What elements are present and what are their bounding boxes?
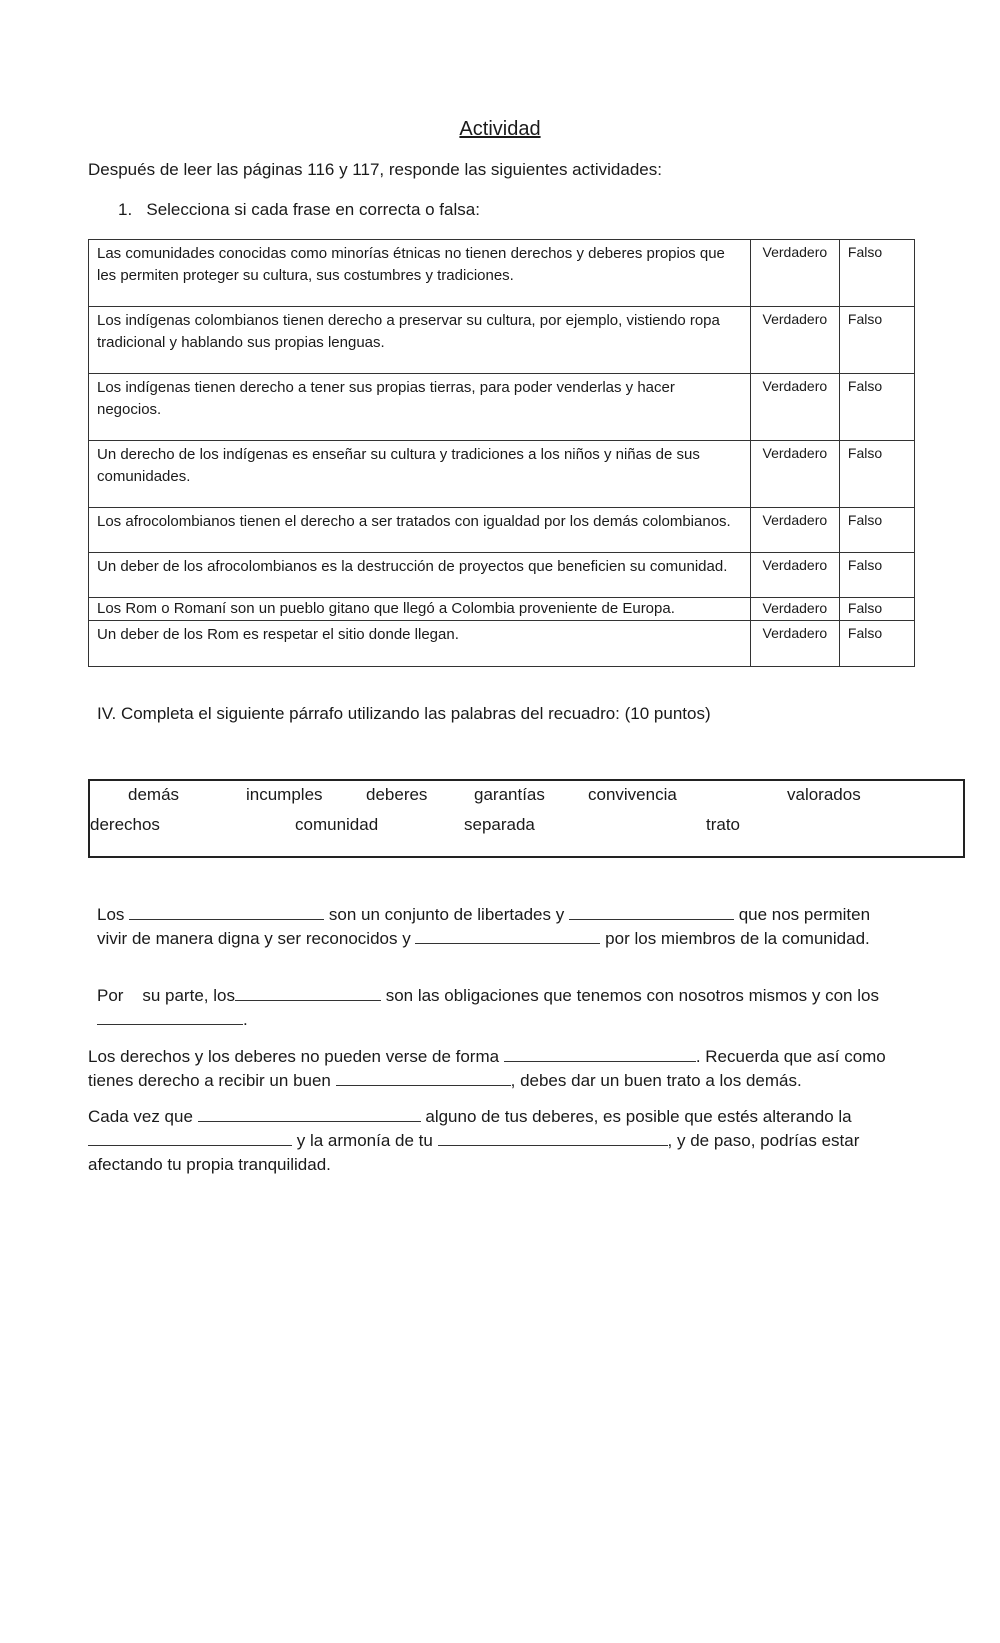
paragraph-text: Por su parte, los	[97, 986, 235, 1005]
false-option[interactable]: Falso	[839, 553, 914, 598]
paragraph-text: que nos permiten	[738, 905, 871, 924]
statement-cell: Las comunidades conocidas como minorías étnicas no tienen derechos y deberes propios que les permiten proteger su cultura, sus costumbres y tradiciones.	[89, 240, 751, 307]
page-title: Actividad	[459, 118, 541, 140]
paragraph-text: , y de paso, podrías estar	[667, 1131, 860, 1150]
word-bank-item: incumples	[246, 785, 323, 804]
statement-cell: Los Rom o Romaní son un pueblo gitano que llegó a Colombia proveniente de Europa.	[89, 598, 751, 621]
word-bank-item: garantías	[474, 785, 545, 804]
blank-field[interactable]	[569, 903, 734, 920]
true-option[interactable]: Verdadero	[750, 374, 839, 441]
word-bank-item: separada	[464, 815, 535, 834]
blank-field[interactable]	[336, 1069, 511, 1086]
paragraph-text: . Recuerda que así como	[695, 1047, 886, 1066]
blank-field[interactable]	[129, 903, 324, 920]
blank-field[interactable]	[438, 1129, 668, 1146]
blank-field[interactable]	[235, 984, 381, 1001]
true-option[interactable]: Verdadero	[750, 240, 839, 307]
true-option[interactable]: Verdadero	[750, 307, 839, 374]
question-1	[118, 200, 480, 220]
false-option[interactable]: Falso	[839, 240, 914, 307]
blank-field[interactable]	[198, 1105, 421, 1122]
table-row	[89, 374, 915, 441]
statement-cell: Los afrocolombianos tienen el derecho a ser tratados con igualdad por los demás colombianos.	[89, 508, 751, 553]
statement-cell: Un derecho de los indígenas es enseñar su cultura y tradiciones a los niños y niñas de sus comunidades.	[89, 441, 751, 508]
true-option[interactable]: Verdadero	[750, 598, 839, 621]
true-option[interactable]: Verdadero	[750, 441, 839, 508]
statement-cell: Los indígenas colombianos tienen derecho a preservar su cultura, por ejemplo, vistiendo ropa tradicional y hablando sus propias lenguas.	[89, 307, 751, 374]
paragraph-3	[88, 1045, 886, 1093]
table-row	[89, 441, 915, 508]
paragraph-text: , debes dar un buen trato a los demás.	[510, 1071, 802, 1090]
false-option[interactable]: Falso	[839, 508, 914, 553]
true-option[interactable]: Verdadero	[750, 621, 839, 667]
false-option[interactable]: Falso	[839, 441, 914, 508]
false-option[interactable]: Falso	[839, 621, 914, 667]
blank-field[interactable]	[415, 927, 600, 944]
table-row	[89, 508, 915, 553]
false-option[interactable]: Falso	[839, 374, 914, 441]
true-option[interactable]: Verdadero	[750, 508, 839, 553]
table-row	[89, 307, 915, 374]
paragraph-text: por los miembros de la comunidad.	[605, 929, 870, 948]
false-option[interactable]: Falso	[839, 598, 914, 621]
paragraph-text: afectando tu propia tranquilidad.	[88, 1155, 331, 1174]
intro-text: Después de leer las páginas 116 y 117, responde las siguientes actividades:	[88, 160, 662, 179]
paragraph-text: alguno de tus deberes, es posible que estés alterando la	[425, 1107, 852, 1126]
word-bank-item: trato	[706, 815, 741, 834]
question-1-number: 1.	[118, 200, 133, 219]
paragraph-text: Cada vez que	[88, 1107, 193, 1126]
paragraph-text: son las obligaciones que tenemos con nosotros mismos y con los	[385, 986, 879, 1005]
paragraph-2	[97, 984, 879, 1032]
word-bank-item: convivencia	[588, 785, 677, 804]
paragraph-text: vivir de manera digna y ser reconocidos y	[97, 929, 411, 948]
word-bank-item: comunidad	[295, 815, 379, 834]
word-bank-item: deberes	[366, 785, 428, 804]
question-4: IV. Completa el siguiente párrafo utilizando las palabras del recuadro: (10 puntos)	[97, 704, 711, 723]
blank-field[interactable]	[88, 1129, 292, 1146]
statement-cell: Un deber de los Rom es respetar el sitio donde llegan.	[89, 621, 751, 667]
table-row	[89, 240, 915, 307]
paragraph-text: son un conjunto de libertades y	[328, 905, 565, 924]
paragraph-text: .	[243, 1010, 248, 1029]
blank-field[interactable]	[504, 1045, 696, 1062]
false-option[interactable]: Falso	[839, 307, 914, 374]
paragraph-text: Los derechos y los deberes no pueden verse de forma	[88, 1047, 500, 1066]
table-row	[89, 553, 915, 598]
table-row	[89, 598, 915, 621]
word-bank-item: derechos	[90, 815, 160, 834]
paragraph-text: y la armonía de tu	[296, 1131, 433, 1150]
true-false-table	[88, 239, 915, 667]
statement-cell: Los indígenas tienen derecho a tener sus propias tierras, para poder venderlas y hacer negocios.	[89, 374, 751, 441]
word-bank-box	[88, 779, 965, 858]
blank-field[interactable]	[97, 1008, 243, 1025]
statement-cell: Un deber de los afrocolombianos es la destrucción de proyectos que beneficien su comunidad.	[89, 553, 751, 598]
word-bank-item: demás	[128, 785, 180, 804]
true-option[interactable]: Verdadero	[750, 553, 839, 598]
word-bank-item: valorados	[787, 785, 861, 804]
table-row	[89, 621, 915, 667]
question-1-text: Selecciona si cada frase en correcta o falsa:	[146, 200, 480, 219]
paragraph-text: tienes derecho a recibir un buen	[88, 1071, 331, 1090]
paragraph-1	[97, 903, 870, 951]
paragraph-4	[88, 1105, 859, 1177]
paragraph-text: Los	[97, 905, 125, 924]
